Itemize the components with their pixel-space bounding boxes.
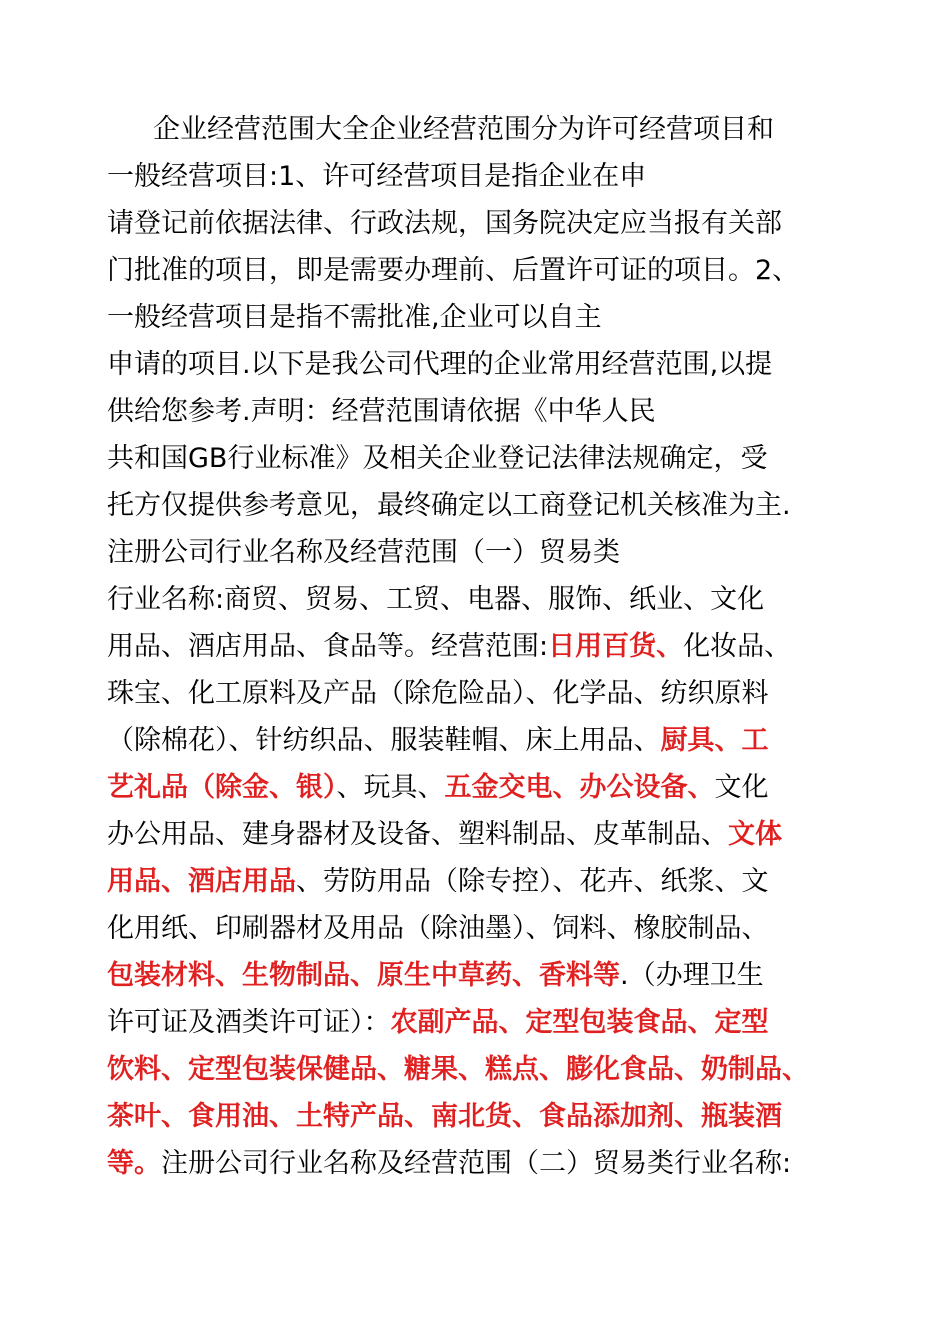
text-line <box>107 106 867 153</box>
body-text: 申请的项目.以下是我公司代理的企业常用经营范围,以提 <box>107 349 773 380</box>
highlighted-text: 艺礼品（除金、银） <box>107 772 337 803</box>
body-text: 文化 <box>714 772 769 803</box>
highlighted-text: 等。 <box>107 1148 161 1179</box>
text-line <box>107 1093 867 1140</box>
body-text: 共和国GB行业标准》及相关企业登记法律法规确定，受 <box>107 443 768 474</box>
body-text: 注册公司行业名称及经营范围（一）贸易类 <box>107 537 620 568</box>
highlighted-text: 五金交电、办公设备、 <box>444 772 715 803</box>
highlighted-text: 用品、酒店用品 <box>107 866 296 897</box>
document-page <box>107 106 867 1187</box>
text-line <box>107 905 867 952</box>
text-line <box>107 999 867 1046</box>
text-line <box>107 247 867 294</box>
text-line <box>107 623 867 670</box>
body-text: 企业经营范围大全企业经营范围分为许可经营项目和 <box>153 114 774 145</box>
body-text: 、劳防用品（除专控）、花卉、纸浆、文 <box>296 866 769 897</box>
highlighted-text: 厨具、工 <box>660 725 769 756</box>
text-line <box>107 764 867 811</box>
highlighted-text: 日用百货、 <box>548 631 684 662</box>
text-line <box>107 388 867 435</box>
text-line <box>107 341 867 388</box>
body-text: 用品、酒店用品、食品等。经营范围: <box>107 631 549 662</box>
body-text: .（办理卫生 <box>620 960 764 991</box>
highlighted-text: 饮料、定型包装保健品、糖果、糕点、膨化食品、奶制品、 <box>107 1054 809 1085</box>
text-line <box>107 858 867 905</box>
body-text: 一般经营项目:1、许可经营项目是指企业在申 <box>107 161 647 192</box>
body-text: 化用纸、印刷器材及用品（除油墨）、饲料、橡胶制品、 <box>107 913 769 944</box>
highlighted-text: 包装材料、生物制品、原生中草药、香料等 <box>107 960 620 991</box>
body-text: 托方仅提供参考意见，最终确定以工商登记机关核准为主. <box>107 490 791 521</box>
text-line <box>107 717 867 764</box>
body-text: 珠宝、化工原料及产品（除危险品）、化学品、纺织原料 <box>107 678 769 709</box>
text-line <box>107 1046 867 1093</box>
highlighted-text: 农副产品、定型包装食品、定型 <box>390 1007 769 1038</box>
body-text: 办公用品、建身器材及设备、塑料制品、皮革制品、 <box>107 819 728 850</box>
highlighted-text: 文体 <box>728 819 782 850</box>
body-text: 门批准的项目，即是需要办理前、后置许可证的项目。2、 <box>107 255 800 286</box>
text-line <box>107 811 867 858</box>
text-line <box>107 294 867 341</box>
body-text: 请登记前依据法律、行政法规，国务院决定应当报有关部 <box>107 208 782 239</box>
highlighted-text: 茶叶、食用油、土特产品、南北货、食品添加剂、瓶装酒 <box>107 1101 782 1132</box>
body-text: 注册公司行业名称及经营范围（二）贸易类行业名称: <box>161 1148 792 1179</box>
text-line <box>107 153 867 200</box>
body-text: 一般经营项目是指不需批准,企业可以自主 <box>107 302 602 333</box>
text-line <box>107 435 867 482</box>
body-text: 行业名称:商贸、贸易、工贸、电器、服饰、纸业、文化 <box>107 584 765 615</box>
body-text: 许可证及酒类许可证）： <box>107 1007 391 1038</box>
text-line <box>107 576 867 623</box>
text-line <box>107 482 867 529</box>
text-line <box>107 529 867 576</box>
text-line <box>107 952 867 999</box>
body-text: 化妆品、 <box>683 631 792 662</box>
text-line <box>107 1140 867 1187</box>
text-line <box>107 200 867 247</box>
body-text: 、玩具、 <box>336 772 445 803</box>
body-text: 供给您参考.声明：经营范围请依据《中华人民 <box>107 396 656 427</box>
text-line <box>107 670 867 717</box>
body-text: （除棉花）、针纺织品、服装鞋帽、床上用品、 <box>107 725 661 756</box>
